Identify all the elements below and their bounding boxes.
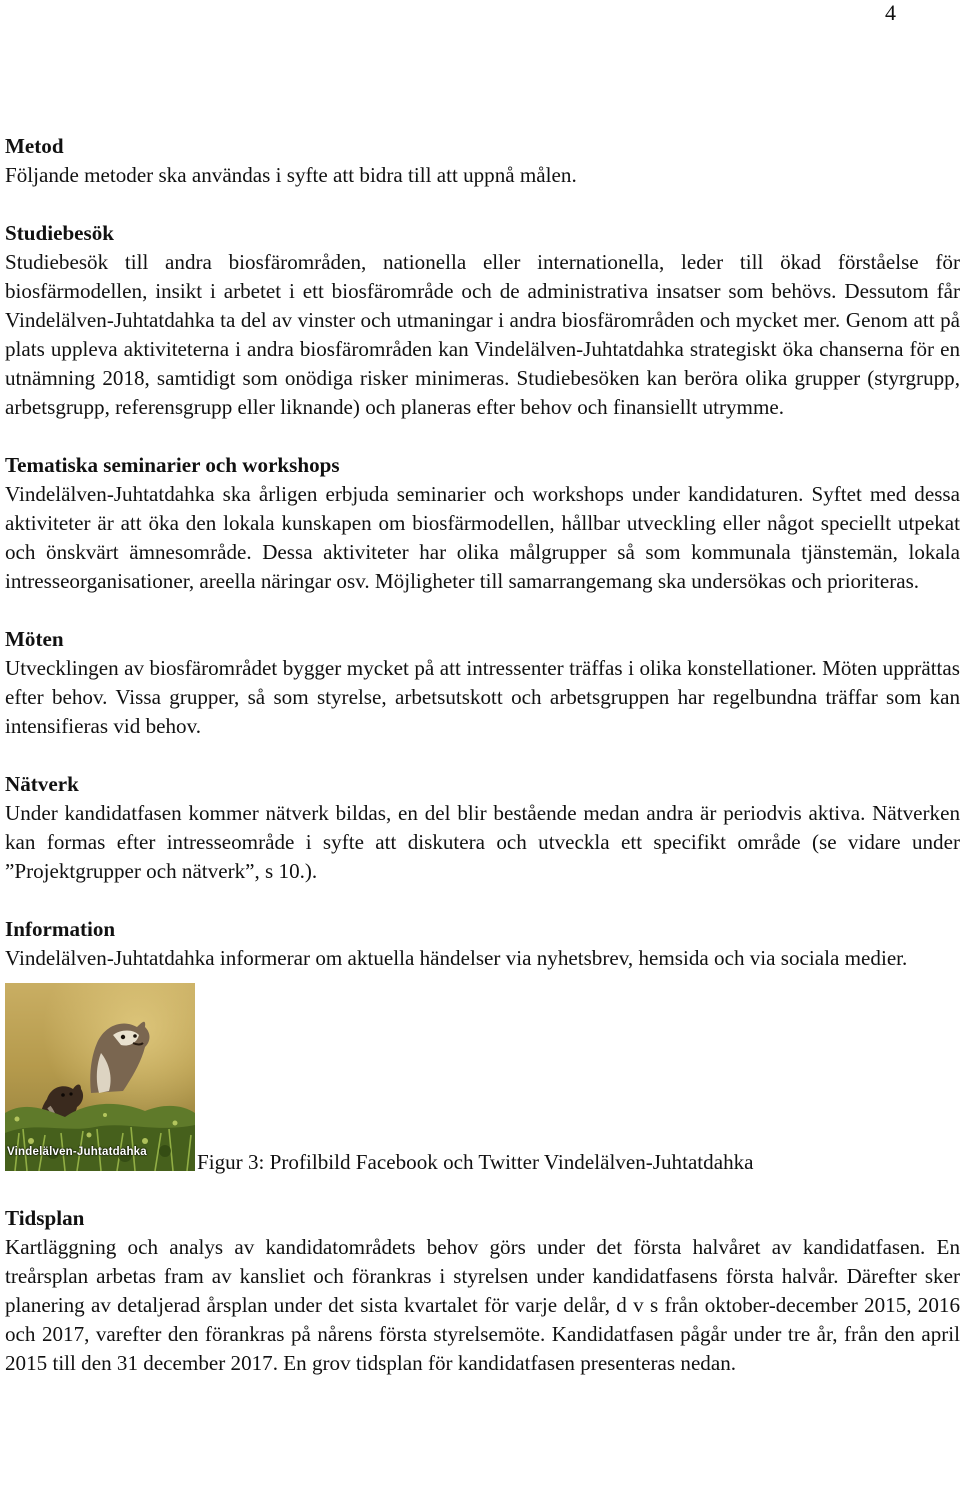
section-studiebesok xyxy=(5,219,960,422)
figure-caption: Figur 3: Profilbild Facebook och Twitter Vindelälven-Juhtatdahka xyxy=(197,1150,754,1174)
section-moten xyxy=(5,625,960,741)
section-tematiska xyxy=(5,451,960,596)
heading-tematiska: Tematiska seminarier och workshops xyxy=(5,453,340,477)
paragraph-natverk: Under kandidatfasen kommer nätverk bildas, en del blir bestående medan andra är periodvis aktiva. Nätverken kan formas efter intresseområde i syfte att diskutera och utveckla ett specifikt område (se vidare under ”Projektgrupper och nätverk”, s 10.). xyxy=(5,801,960,883)
heading-moten: Möten xyxy=(5,627,64,651)
profile-photo xyxy=(5,983,195,1171)
paragraph-tidsplan: Kartläggning och analys av kandidatområdets behov görs under det första halvåret av kandidatfasen. En treårsplan arbetas fram av kansliet och förankras i styrelsen under kandidatfasens första halvår. Därefter sker planering av detaljerad årsplan under det sista kvartalet för varje delår, d v s från oktober-december 2015, 2016 och 2017, varefter den förankras på nårens första styrelsemöte. Kandidatfasen pågår under tre år, från den april 2015 till den 31 december 2017. En grov tidsplan för kandidatfasen presenteras nedan. xyxy=(5,1235,960,1375)
paragraph-metod: Följande metoder ska användas i syfte att bidra till att uppnå målen. xyxy=(5,163,577,187)
heading-tidsplan: Tidsplan xyxy=(5,1206,85,1230)
heading-studiebesok: Studiebesök xyxy=(5,221,115,245)
document-body xyxy=(5,132,960,1378)
figure-profile-image xyxy=(5,979,960,1174)
section-natverk xyxy=(5,770,960,886)
section-information xyxy=(5,915,960,973)
profile-photo-label: Vindelälven-Juhtatdahka xyxy=(7,1146,147,1158)
paragraph-tematiska: Vindelälven-Juhtatdahka ska årligen erbjuda seminarier och workshops under kandidaturen. Syftet med dessa aktiviteter är att öka den lokala kunskapen om biosfärmodellen, hållbar utveckling eller något speciellt utpekat och önskvärt ämnesområde. Dessa aktiviteter har olika målgrupper så som kommunala tjänstemän, lokala intresseorganisationer, areella näringar osv. Möjligheter till samarrangemang ska undersökas och prioriteras. xyxy=(5,482,960,593)
section-metod xyxy=(5,132,960,190)
paragraph-moten: Utvecklingen av biosfärområdet bygger mycket på att intressenter träffas i olika konstellationer. Möten upprättas efter behov. Vissa grupper, så som styrelse, arbetsutskott och arbetsgruppen har regelbundna träffar som kan intensifieras vid behov. xyxy=(5,656,960,738)
paragraph-studiebesok: Studiebesök till andra biosfärområden, nationella eller internationella, leder till ökad förståelse för biosfärmodellen, insikt i arbetet i ett biosfärområde och de administrativa insatser som behövs. Dessutom får Vindelälven-Juhtatdahka ta del av vinster och utmaningar i andra biosfärområden och mycket mer. Genom att på plats uppleva aktiviteterna i andra biosfärområden kan Vindelälven-Juhtatdahka strategiskt öka chanserna för en utnämning 2018, samtidigt som onödiga risker minimeras. Studiebesöken kan beröra olika grupper (styrgrupp, arbetsgrupp, referensgrupp eller liknande) och planeras efter behov och finansiellt utrymme. xyxy=(5,250,960,419)
heading-natverk: Nätverk xyxy=(5,772,79,796)
heading-metod: Metod xyxy=(5,134,64,158)
heading-information: Information xyxy=(5,917,116,941)
paragraph-information: Vindelälven-Juhtatdahka informerar om aktuella händelser via nyhetsbrev, hemsida och via sociala medier. xyxy=(5,946,908,970)
section-tidsplan xyxy=(5,1204,960,1378)
page-number: 4 xyxy=(885,0,896,25)
